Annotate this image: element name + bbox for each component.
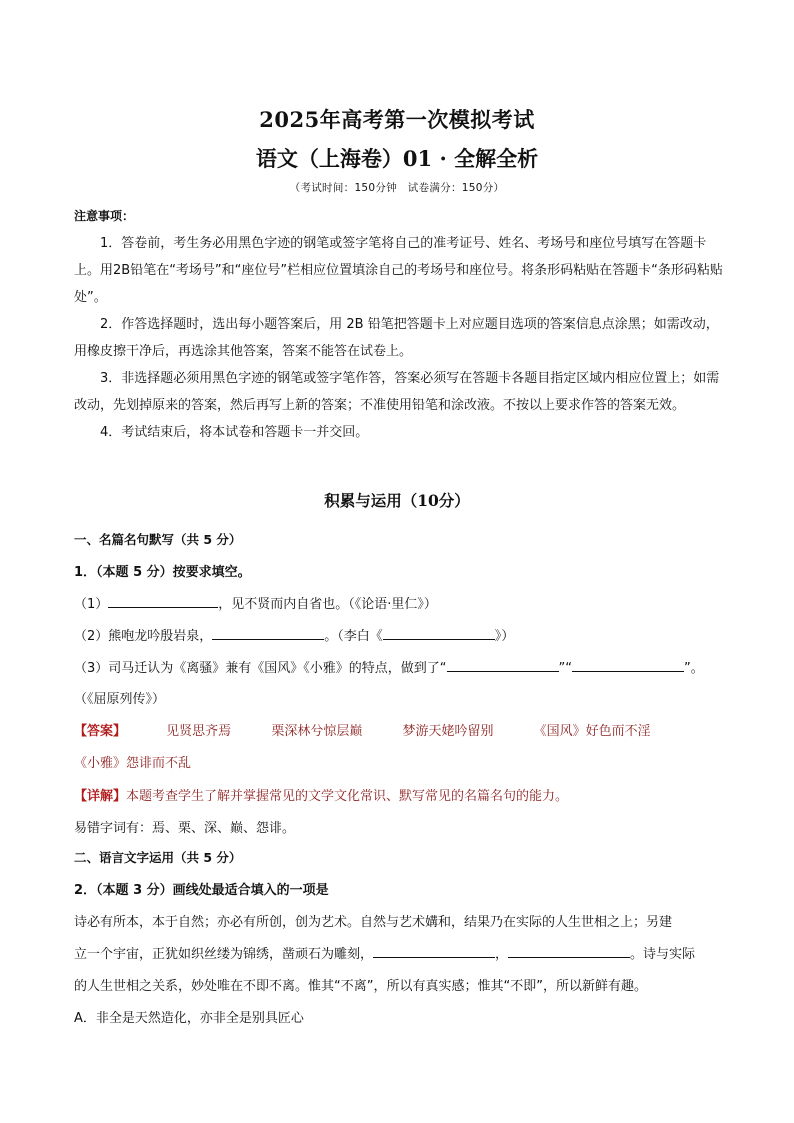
section-title: 积累与运用（10分） (324, 491, 470, 510)
passage-line-2a: 立一个宇宙，正犹如织丝缕为锦绣，凿顽石为雕刻， (74, 947, 374, 962)
passage-line-2 (74, 943, 695, 962)
exam-info: （考试时间：150分钟 试卷满分：150分） (289, 182, 505, 194)
fill-item-3 (74, 657, 704, 676)
fill-item-2-prefix: （2）熊咆龙吟殷岩泉， (74, 629, 213, 644)
detail-text: 本题考查学生了解并掌握常见的文学文化常识、默写常见的名篇名句的能力。 (126, 789, 569, 804)
answer-row (74, 720, 651, 739)
fill-item-2-suffix: 》） (494, 629, 515, 644)
fill-item-3-suffix: ”。 (684, 661, 704, 676)
fill-item-2-mid: 。（李白《 (324, 629, 383, 644)
fill-item-2 (74, 625, 514, 644)
answer-blank[interactable] (572, 658, 684, 672)
answer-blank[interactable] (108, 594, 218, 608)
fill-item-1-suffix: ，见不贤而内自省也。（《论语·里仁》） (218, 597, 437, 612)
underline-blank (508, 944, 630, 958)
notice-item-1: 1．答卷前，考生务必用黑色字迹的钢笔或签字笔将自己的准考证号、姓名、考场号和座位号填写在答题卡上。用2B铅笔在“考场号”和“座位号”栏相应位置填涂自己的考场号和座位号。将条形码粘贴在答题卡“条形码粘贴处”。 (74, 236, 723, 305)
answer-label: 【答案】 (74, 724, 127, 739)
notice-item-2: 2．作答选择题时，选出每小题答案后，用 2B 铅笔把答题卡上对应题目选项的答案信息点涂黑；如需改动，用橡皮擦干净后，再选涂其他答案，答案不能答在试卷上。 (74, 317, 719, 359)
part2-heading: 二、语言文字运用（共 5 分） (74, 850, 242, 865)
answer-5: 《小雅》怨诽而不乱 (74, 756, 192, 771)
answer-1: 见贤思齐焉 (166, 724, 232, 739)
underline-blank (373, 944, 495, 958)
fill-item-3-prefix: （3）司马迁认为《离骚》兼有《国风》《小雅》的特点，做到了“ (74, 661, 447, 676)
option-a[interactable]: A．非全是天然造化，亦非全是别具匠心 (74, 1011, 304, 1026)
notice-label: 注意事项： (74, 209, 135, 223)
answer-blank[interactable] (383, 626, 495, 640)
notice-section (74, 203, 724, 446)
notice-item-4: 4．考试结束后，将本试卷和答题卡一并交回。 (100, 425, 369, 440)
detail-label: 【详解】 (74, 789, 127, 804)
notice-item-3: 3．非选择题必须用黑色字迹的钢笔或签字笔作答，答案必须写在答题卡各题目指定区域内相应位置上；如需改动，先划掉原来的答案，然后再写上新的答案；不准使用铅笔和涂改液。不按以上要求作答的答案无效。 (74, 371, 720, 413)
question-1 (74, 561, 251, 580)
passage-line-3: 的人生世相之关系，妙处唯在不即不离。惟其“不离”，所以有真实感；惟其“不即”，所以新鲜有趣。 (74, 979, 647, 994)
answer-4: 《国风》好色而不淫 (533, 724, 651, 739)
page-title: 2025年高考第一次模拟考试 (259, 107, 535, 132)
part1-heading: 一、名篇名句默写（共 5 分） (74, 532, 242, 547)
question-2-text: 2．（本题 3 分）画线处最适合填入的一项是 (74, 883, 329, 898)
question-2 (74, 879, 329, 898)
passage-line-1: 诗必有所本，本于自然；亦必有所创，创为艺术。自然与艺术媾和，结果乃在实际的人生世相之上；另建 (74, 915, 673, 930)
fill-item-1-prefix: （1） (74, 597, 109, 612)
detail-row (74, 785, 568, 804)
fill-item-3-mid: ”“ (558, 661, 572, 676)
question-1-text: 1．（本题 5 分）按要求填空。 (74, 565, 251, 580)
page-subtitle-title: 语文（上海卷）01 · 全解全析 (255, 146, 539, 171)
answer-2: 栗深林兮惊层巅 (271, 724, 363, 739)
typo-note: 易错字词有：焉、栗、深、巅、怨诽。 (74, 821, 296, 836)
passage-line-2b: ， (495, 947, 509, 962)
passage-line-2c: 。诗与实际 (630, 947, 696, 962)
fill-item-1 (74, 593, 437, 612)
answer-blank[interactable] (212, 626, 324, 640)
answer-blank[interactable] (447, 658, 559, 672)
fill-item-3-source: （《屈原列传》） (74, 692, 166, 707)
answer-3: 梦游天姥吟留别 (402, 724, 494, 739)
